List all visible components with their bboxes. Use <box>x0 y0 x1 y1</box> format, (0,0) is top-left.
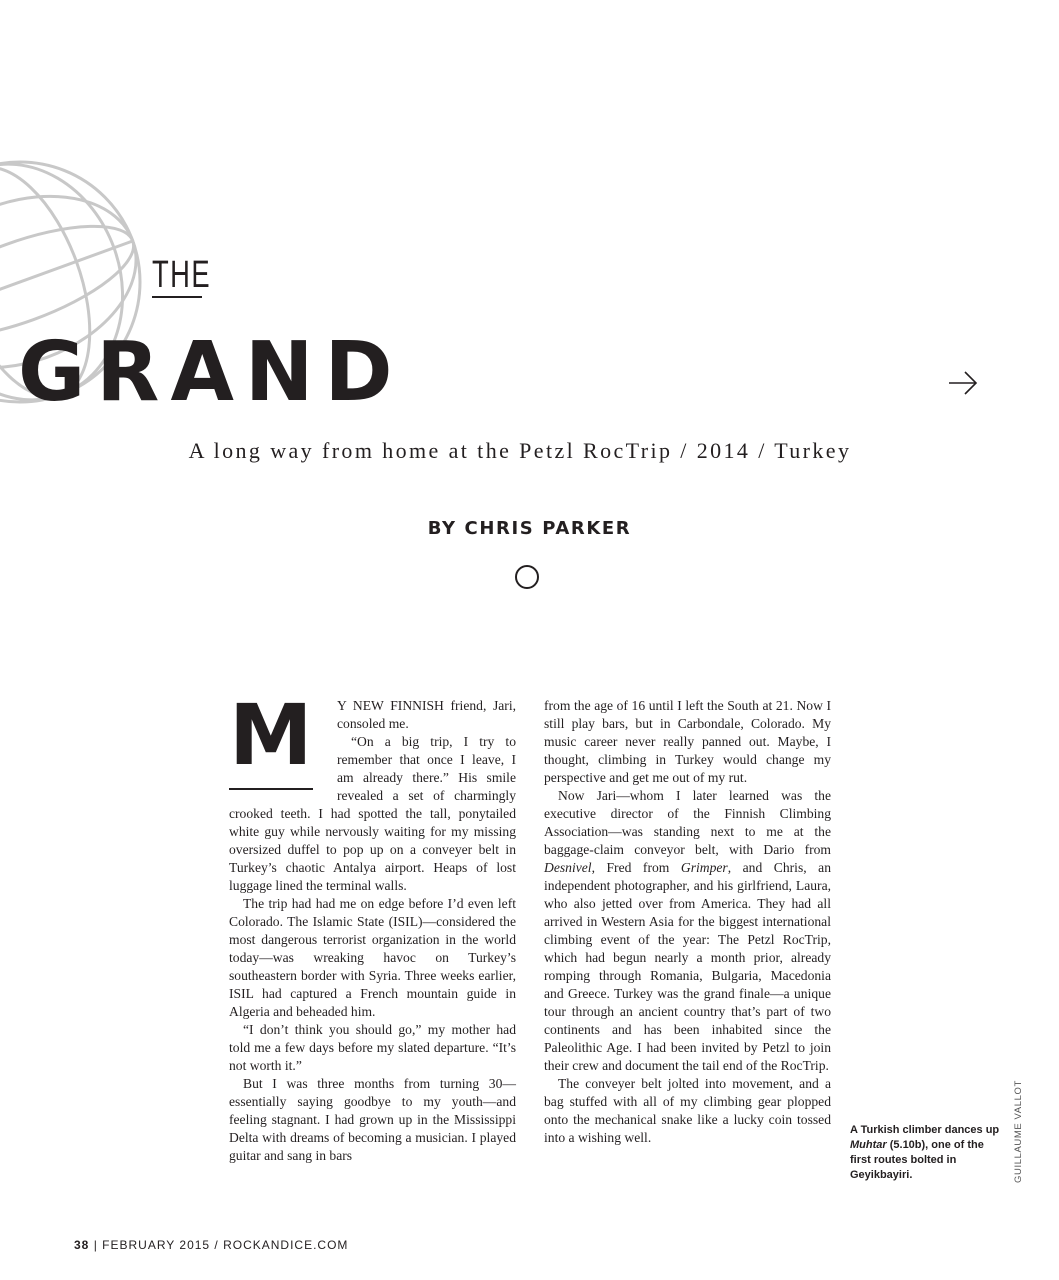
page-footer <box>74 1238 348 1252</box>
arrow-right-icon <box>948 370 978 396</box>
footer-text: | FEBRUARY 2015 / ROCKANDICE.COM <box>89 1238 349 1252</box>
paragraph: Now Jari—whom I later learned was the executive director of the Finnish Climbing Association—was standing next to me at the baggage-claim conveyor belt, with Dario from Desnivel, Fred from Grimper, and Chris, an independent photographer, and his girlfriend, Laura, who also jetted over from America. They had all arrived in Western Asia for the biggest international climbing event of the year: The Petzl RocTrip, which had begun nearly a month prior, already romping through Romania, Bulgaria, Macedonia and Greece. Turkey was the grand finale—a unique tour through an ancient country that’s part of two continents and has been inhabited since the Paleolithic Age. I had been invited by Petzl to join their crew and document the tail end of the RocTrip. <box>544 788 831 1073</box>
photo-caption: A Turkish climber dances up Muhtar (5.10b), one of the first routes bolted in Geyikbayiri. <box>850 1124 1000 1181</box>
byline: BY CHRIS PARKER <box>427 518 632 539</box>
kicker-underline <box>152 296 202 298</box>
magazine-name: Grimper <box>680 860 728 875</box>
paragraph: The trip had had me on edge before I’d even left Colorado. The Islamic State (ISIL)—considered the most dangerous terrorist organization in the world today—was wreaking havoc on Turkey’s southeastern border with Syria. Three weeks earlier, ISIL had captured a French mountain guide in Algeria and beheaded him. <box>229 896 516 1019</box>
paragraph: from the age of 16 until I left the South at 21. Now I still play bars, but in Carbondale, Colorado. My music career never really panned out. Maybe, I thought, climbing in Turkey would change my perspective and get me out of my rut. <box>544 698 831 785</box>
paragraph: The conveyer belt jolted into movement, and a bag stuffed with all of my climbing gear plopped onto the mechanical snake like a lucky coin tossed into a wishing well. <box>544 1076 831 1145</box>
article-column-2 <box>544 697 831 1147</box>
article-column-1 <box>229 686 516 1165</box>
paragraph: “On a big trip, I try to remember that once I leave, I am already there.” His smile revealed a set of charmingly crooked teeth. I had spotted the tall, ponytailed white guy while nervously waiting for my missing oversized duffel to pop up on a conveyer belt in Turkey’s chaotic Antalya airport. Heaps of lost luggage lined the terminal walls. <box>229 734 516 893</box>
title-kicker: THE <box>152 254 212 296</box>
paragraph: But I was three months from turning 30—essentially saying goodbye to my youth—and feeling stagnant. I had grown up in the Mississippi Delta with dreams of becoming a musician. I played guitar and sang in bars <box>229 1076 516 1163</box>
route-name: Muhtar <box>850 1139 887 1151</box>
magazine-name: Desnivel <box>544 860 592 875</box>
article-title: GRAND <box>18 325 404 420</box>
paragraph: Y NEW FINNISH friend, Jari, consoled me. <box>337 698 516 731</box>
drop-cap: M <box>229 699 313 790</box>
paragraph: “I don’t think you should go,” my mother had told me a few days before my slated departure. “It’s not worth it.” <box>229 1022 516 1073</box>
photo-credit: GUILLAUME VALLOT <box>1013 1080 1024 1183</box>
article-subtitle: A long way from home at the Petzl RocTrip / 2014 / Turkey <box>188 438 852 463</box>
circle-ornament <box>515 565 539 589</box>
page-number: 38 <box>74 1238 90 1252</box>
